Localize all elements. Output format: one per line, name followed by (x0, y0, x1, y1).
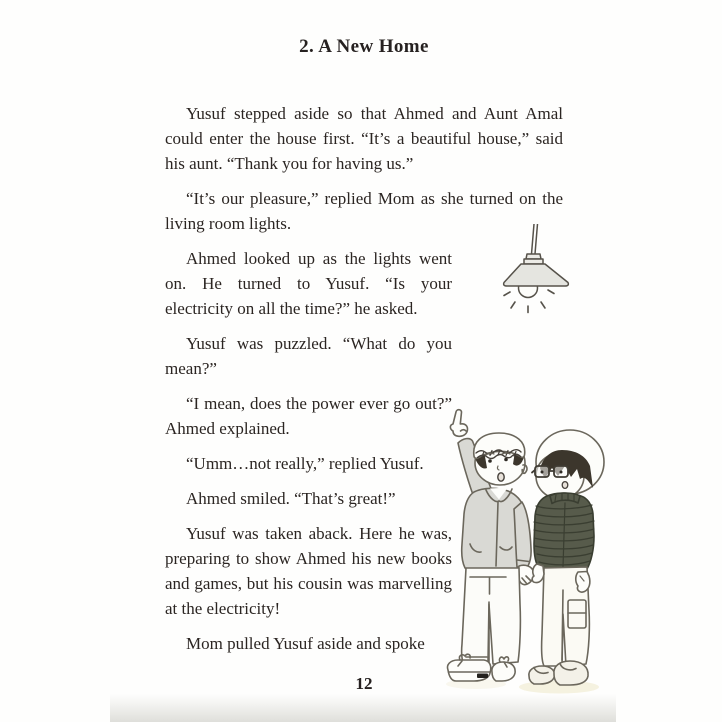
two-boys-illustration (444, 404, 612, 700)
eye (560, 471, 563, 474)
paragraph: Yusuf was taken aback. Here he was, preparing to show Ahmed his new books and games, but his cousin was marvelling at the electricity! (165, 524, 452, 618)
open-mouth (498, 473, 504, 481)
lamp-fitting (524, 254, 543, 264)
paragraph: Yusuf stepped aside so that Ahmed and Aunt Amal could enter the house first. “It’s a beautiful house,” said his aunt. “Thank you for having us.” (165, 104, 563, 173)
page-number: 12 (355, 674, 373, 693)
paragraph: Ahmed smiled. “That’s great!” (186, 489, 396, 508)
paragraph: “Umm…not really,” replied Yusuf. (186, 454, 424, 473)
eye (504, 458, 508, 462)
eye (488, 459, 492, 463)
paragraph: Mom pulled Yusuf aside and spoke (186, 634, 425, 653)
leg-crease (488, 602, 489, 662)
chapter-title: 2. A New Home (299, 36, 429, 57)
left-hand (532, 564, 544, 583)
eye (541, 471, 544, 474)
boy-pointing (447, 410, 533, 681)
paragraph: “It’s our pleasure,” replied Mom as she turned on the living room lights. (165, 189, 563, 233)
pointing-hand (450, 410, 467, 437)
open-mouth (562, 482, 568, 489)
leg-crease (562, 590, 563, 660)
paragraph: Ahmed looked up as the lights went on. He turned to Yusuf. “Is your electricity on all the time?” he asked. (165, 249, 452, 318)
paragraph: “I mean, does the power ever go out?” Ahmed explained. (165, 394, 452, 438)
page-bottom-edge-shadow (110, 694, 616, 722)
paragraph: Yusuf was puzzled. “What do you mean?” (165, 334, 452, 378)
lamp-shade (504, 264, 569, 286)
right-hand (576, 572, 590, 593)
hanging-lamp-illustration (500, 224, 576, 316)
lamp-cord (532, 224, 538, 254)
boy-with-glasses (529, 430, 604, 685)
pants (462, 568, 521, 664)
hanging-sleeve (514, 502, 531, 567)
